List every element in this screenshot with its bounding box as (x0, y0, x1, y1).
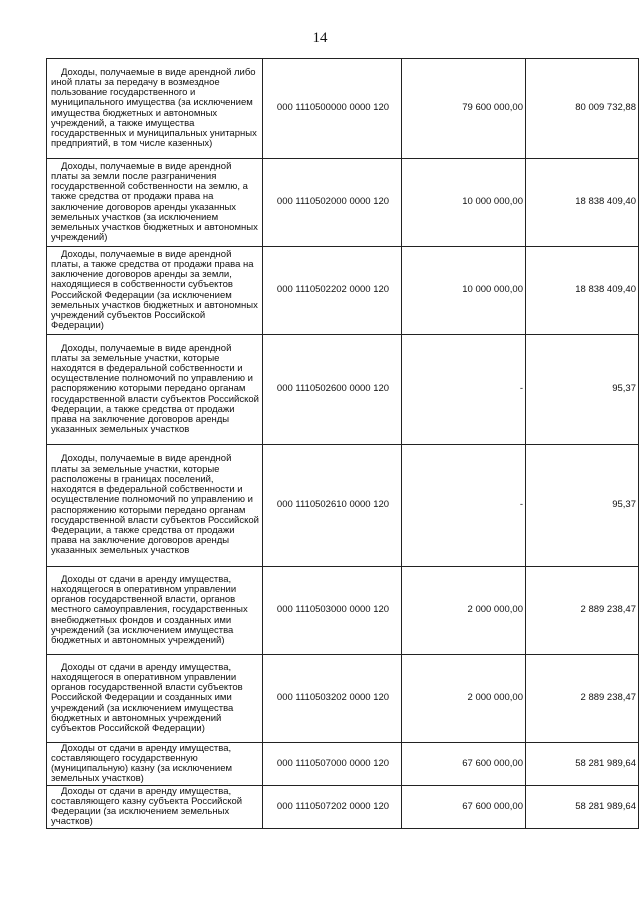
table-row (47, 335, 639, 445)
actual-amount-cell: 58 281 989,64 (526, 786, 639, 829)
actual-amount-cell: 80 009 732,88 (526, 59, 639, 159)
planned-amount-cell: - (402, 445, 526, 567)
actual-amount-cell: 2 889 238,47 (526, 655, 639, 743)
revenue-name-cell (47, 786, 263, 829)
budget-code-cell: 000 1110503202 0000 120 (263, 655, 402, 743)
actual-amount-cell: 58 281 989,64 (526, 743, 639, 786)
table-row (47, 743, 639, 786)
budget-code-cell: 000 1110500000 0000 120 (263, 59, 402, 159)
revenue-name: Доходы от сдачи в аренду имущества, составляющего государственную (муниципальную) казну (за исключением земельных участков) (51, 742, 233, 785)
revenue-name-cell (47, 655, 263, 743)
budget-code-cell: 000 1110507000 0000 120 (263, 743, 402, 786)
budget-code-cell: 000 1110502000 0000 120 (263, 159, 402, 247)
revenue-name-cell (47, 335, 263, 445)
page-number: 14 (312, 30, 328, 46)
revenue-name: Доходы, получаемые в виде арендной платы, а также средства от продажи права на заключение договоров аренды за земли, находящиеся в собственности субъектов Российской Федерации (за исключением земельных участков бюджетных и автономных учреждений субъектов Российской Федерации) (51, 248, 258, 332)
budget-code-cell: 000 1110502610 0000 120 (263, 445, 402, 567)
revenue-name-cell (47, 59, 263, 159)
actual-amount-cell: 95,37 (526, 335, 639, 445)
revenue-name-cell (47, 247, 263, 335)
actual-amount-cell: 2 889 238,47 (526, 567, 639, 655)
planned-amount-cell: - (402, 335, 526, 445)
table-row (47, 567, 639, 655)
actual-amount-cell: 18 838 409,40 (526, 247, 639, 335)
budget-code-cell: 000 1110502202 0000 120 (263, 247, 402, 335)
revenue-name: Доходы, получаемые в виде арендной платы за земельные участки, которые расположены в границах поселений, находятся в федеральной собственности и осуществление полномочий по управлению и распоряжению которыми передано органам государственной власти субъектов Российской Федерации, а также средства от продажи права на заключение договоров аренды указанных земельных участков (51, 453, 259, 557)
table-row (47, 59, 639, 159)
planned-amount-cell: 2 000 000,00 (402, 567, 526, 655)
revenue-name: Доходы, получаемые в виде арендной либо иной платы за передачу в возмездное пользование государственного и муниципального имущества (за исключением имущества бюджетных и автономных учреждений, а также имущества государственных и муниципальных унитарных предприятий, в том числе казенных) (51, 66, 257, 150)
revenue-name: Доходы от сдачи в аренду имущества, составляющего казну субъекта Российской Федерации (за исключением земельных участков) (51, 785, 243, 828)
table-row (47, 786, 639, 829)
table-row (47, 247, 639, 335)
revenue-name-cell (47, 567, 263, 655)
planned-amount-cell: 10 000 000,00 (402, 159, 526, 247)
revenue-table (46, 58, 639, 829)
actual-amount-cell: 95,37 (526, 445, 639, 567)
table-row (47, 159, 639, 247)
actual-amount-cell: 18 838 409,40 (526, 159, 639, 247)
revenue-name-cell (47, 743, 263, 786)
budget-code-cell: 000 1110503000 0000 120 (263, 567, 402, 655)
planned-amount-cell: 67 600 000,00 (402, 786, 526, 829)
planned-amount-cell: 67 600 000,00 (402, 743, 526, 786)
planned-amount-cell: 2 000 000,00 (402, 655, 526, 743)
revenue-name-cell (47, 159, 263, 247)
table-row (47, 655, 639, 743)
revenue-name: Доходы от сдачи в аренду имущества, находящегося в оперативном управлении органов государственной власти, органов местного самоуправления, государственных внебюджетных фондов и созданных ими учреждений (за исключением имущества бюджетных и автономных учреждений) (51, 573, 248, 646)
revenue-table-body (47, 59, 639, 829)
table-row (47, 445, 639, 567)
revenue-name-cell (47, 445, 263, 567)
budget-code-cell: 000 1110507202 0000 120 (263, 786, 402, 829)
planned-amount-cell: 10 000 000,00 (402, 247, 526, 335)
revenue-name: Доходы, получаемые в виде арендной платы за земельные участки, которые находятся в федеральной собственности и осуществление полномочий по управлению и распоряжению которыми передано органам государственной власти субъектов Российской Федерации, а также средства от продажи права на заключение договоров аренды указанных земельных участков (51, 342, 259, 436)
revenue-name: Доходы, получаемые в виде арендной платы за земли после разграничения государственной собственности на землю, а также средства от продажи права на заключение договоров аренды указанных земельных участков (за исключением земельных участков бюджетных и автономных учреждений) (51, 160, 258, 244)
planned-amount-cell: 79 600 000,00 (402, 59, 526, 159)
budget-code-cell: 000 1110502600 0000 120 (263, 335, 402, 445)
revenue-name: Доходы от сдачи в аренду имущества, находящегося в оперативном управлении органов государственной власти субъектов Российской Федерации и созданных ими учреждений (за исключением имущества бюджетных и автономных учреждений субъектов Российской Федерации) (51, 661, 243, 734)
